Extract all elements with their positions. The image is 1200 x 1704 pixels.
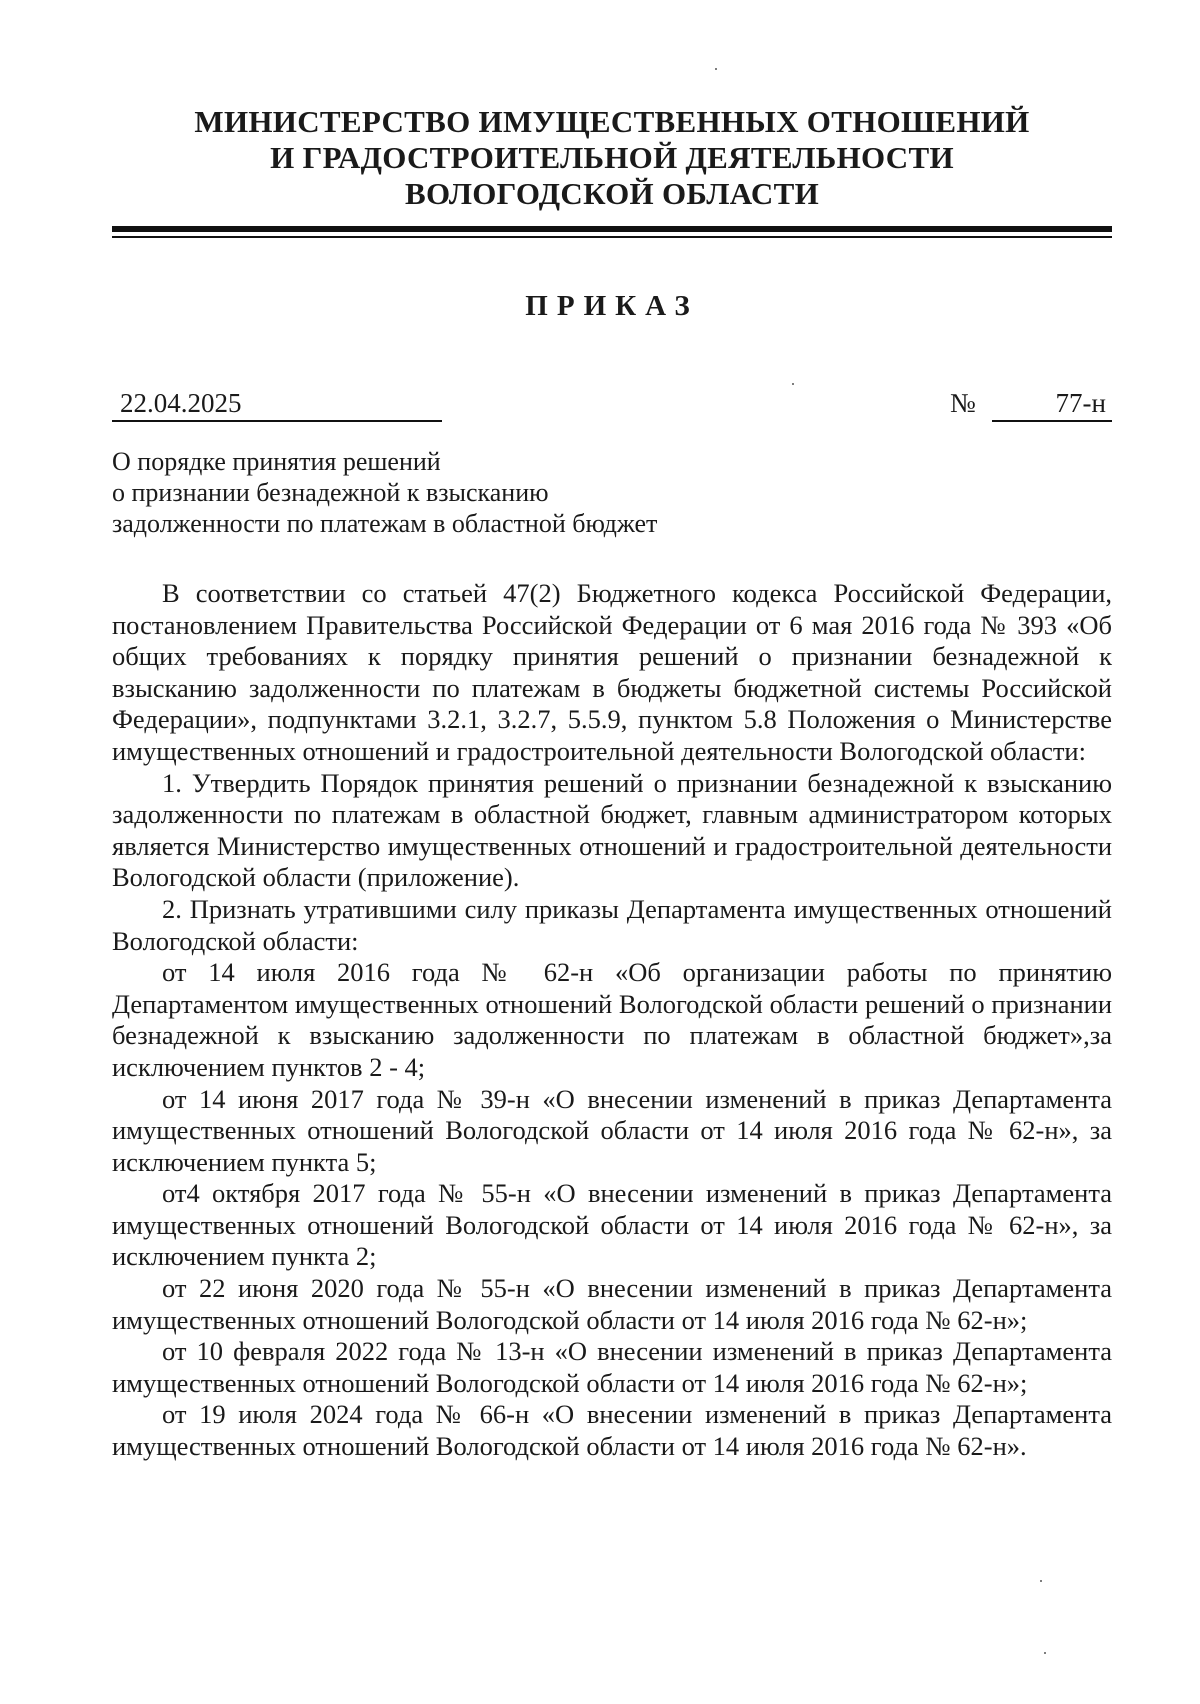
header-line-2: И ГРАДОСТРОИТЕЛЬНОЙ ДЕЯТЕЛЬНОСТИ bbox=[270, 140, 954, 175]
order-number: 77-н bbox=[992, 388, 1112, 422]
scan-speck bbox=[792, 383, 794, 385]
repeal-item-3: от4 октября 2017 года № 55-н «О внесении изменений в приказ Департамента имущественных отношений Вологодской области от 14 июля 2016 года № 62-н», за исключением пункта 2; bbox=[112, 1178, 1112, 1272]
item-2-paragraph: 2. Признать утратившими силу приказы Департамента имущественных отношений Вологодской области: bbox=[112, 893, 1112, 956]
subject-line-2: о признании безнадежной к взысканию bbox=[112, 478, 549, 507]
repeal-item-4: от 22 июня 2020 года № 55-н «О внесении изменений в приказ Департамента имущественных отношений Вологодской области от 14 июля 2016 года № 62-н»; bbox=[112, 1273, 1112, 1335]
preamble-paragraph: В соответствии со статьей 47(2) Бюджетного кодекса Российской Федерации, постановлением Правительства Российской Федерации от 6 мая 2016 года № 393 «Об общих требованиях к порядку принятия решений о признании безнадежной к взысканию задолженности по платежам в бюджеты бюджетной системы Российской Федерации», подпунктами 3.2.1, 3.2.7, 5.5.9, пунктом 5.8 Положения о Министерстве имущественных отношений и градостроительной деятельности Вологодской области: bbox=[112, 578, 1112, 766]
ministry-header bbox=[112, 104, 1112, 212]
repeal-item-5: от 10 февраля 2022 года № 13-н «О внесении изменений в приказ Департамента имущественных отношений Вологодской области от 14 июля 2016 года № 62-н»; bbox=[112, 1336, 1112, 1398]
order-subject bbox=[112, 446, 812, 539]
header-line-1: МИНИСТЕРСТВО ИМУЩЕСТВЕННЫХ ОТНОШЕНИЙ bbox=[194, 104, 1030, 139]
scan-speck bbox=[1044, 1652, 1046, 1654]
order-title: ПРИКАЗ bbox=[525, 290, 699, 322]
scan-speck bbox=[1040, 1580, 1042, 1582]
header-divider-thick bbox=[112, 226, 1112, 232]
repeal-item-1: от 14 июля 2016 года № 62-н «Об организации работы по принятию Департаментом имущественных отношений Вологодской области решений о признании безнадежной к взысканию задолженности по платежам в областной бюджет»,за исключением пунктов 2 - 4; bbox=[112, 957, 1112, 1082]
order-date: 22.04.2025 bbox=[112, 388, 442, 422]
subject-line-1: О порядке принятия решений bbox=[112, 447, 441, 476]
subject-line-3: задолженности по платежам в областной бюджет bbox=[112, 509, 658, 538]
order-number-label: № bbox=[950, 388, 976, 418]
header-line-3: ВОЛОГОДСКОЙ ОБЛАСТИ bbox=[404, 176, 820, 211]
scan-speck bbox=[715, 68, 717, 70]
order-body bbox=[112, 578, 1112, 1463]
item-1-paragraph: 1. Утвердить Порядок принятия решений о признании безнадежной к взысканию задолженности по платежам в областной бюджет, главным администратором которых является Министерство имущественных отношений и градостроительной деятельности Вологодской области (приложение). bbox=[112, 767, 1112, 893]
header-divider-thin bbox=[112, 236, 1112, 238]
repeal-item-2: от 14 июня 2017 года № 39-н «О внесении изменений в приказ Департамента имущественных отношений Вологодской области от 14 июля 2016 года № 62-н», за исключением пункта 5; bbox=[112, 1083, 1112, 1177]
repeal-item-6: от 19 июля 2024 года № 66-н «О внесении изменений в приказ Департамента имущественных отношений Вологодской области от 14 июля 2016 года № 62-н». bbox=[112, 1399, 1112, 1462]
